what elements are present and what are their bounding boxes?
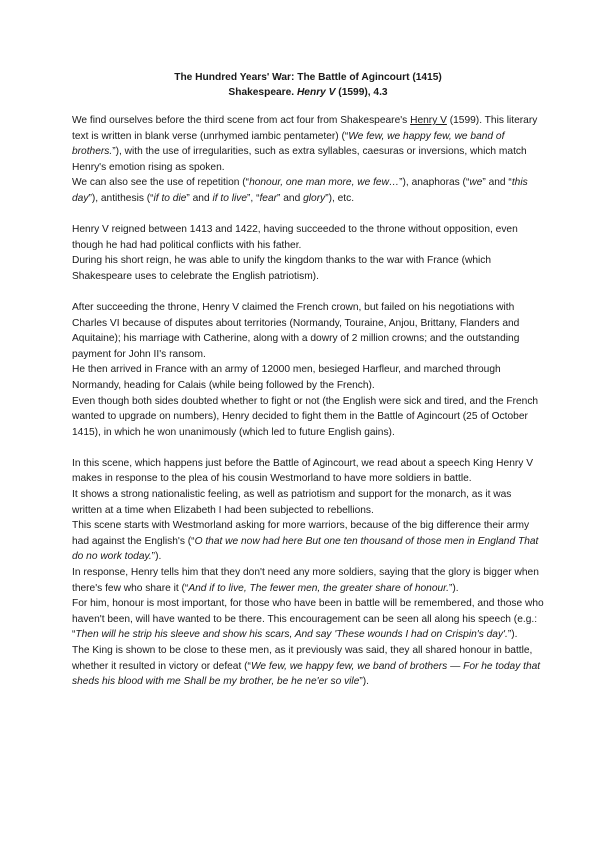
- quote: And if to live, The fewer men, the greater share of honour.: [188, 582, 450, 594]
- text-run: We can also see the use of repetition (“: [72, 177, 250, 189]
- quote: we: [469, 177, 483, 189]
- text-run: For him, honour is most important, for those who have been in battle will be remembered, and those who haven't been, will have wanted to be there. This encouragement can be seen all along his speech (e.g.: “: [72, 598, 544, 641]
- sentence: Henry V reigned between 1413 and 1422, having succeeded to the throne without opposition, even though he had had political conflicts with his father.: [72, 224, 518, 251]
- title-line-1: The Hundred Years' War: The Battle of Agincourt (1415): [174, 72, 442, 83]
- paragraph-reign: [72, 222, 544, 284]
- text-run: ”), anaphoras (“: [399, 177, 470, 189]
- text-run: The King is shown to be close to these men, as it previously was said, they all shared honour in battle, whether it resulted in victory or defeat (“: [72, 644, 533, 672]
- quote: if to die: [153, 192, 187, 204]
- text-run: In response, Henry tells him that they don't need any more soldiers, saying that the glory is bigger when there's few who share it (“: [72, 566, 539, 594]
- text-run: ”).: [507, 629, 518, 641]
- text-run: ”).: [359, 676, 369, 688]
- quote: Then will he strip his sleeve and show his scars, And say 'These wounds I had on Crispin's day'.: [75, 629, 508, 641]
- underlined-title: Henry V: [410, 115, 447, 126]
- sentence: [72, 565, 544, 596]
- quote: We few, we happy few, we band of brothers.: [72, 130, 505, 158]
- paragraph-form: [72, 113, 544, 207]
- sentence-verse: [72, 113, 544, 175]
- text-run: ”), with the use of irregularities, such as extra syllables, caesuras or inversions, which match Henry's emotion rising as spoken.: [72, 146, 527, 173]
- document-title: [72, 70, 544, 100]
- text-run: We find ourselves before the third scene from act four from Shakespeare's: [72, 115, 411, 126]
- sentence: During his short reign, he was able to unify the kingdom thanks to the war with France (which Shakespeare uses to celebrate the English patriotism).: [72, 255, 492, 282]
- sentence: In this scene, which happens just before the Battle of Agincourt, we read about a speech King Henry V makes in response to the plea of his cousin Westmorland to have more soldiers in battle.: [72, 457, 533, 485]
- sentence-devices: [72, 175, 544, 206]
- text-run: ” and: [186, 192, 213, 204]
- text-run: ”, “: [247, 192, 260, 204]
- quote: O that we now had here But one ten thousand of those men in England That do no work today.: [72, 535, 539, 563]
- sentence: It shows a strong nationalistic feeling, as well as patriotism and support for the monarch, as it was written at a time when Elizabeth I had been subjected to rebellions.: [72, 488, 512, 516]
- sentence: [72, 596, 544, 643]
- text-run: ”), antithesis (“: [88, 192, 154, 204]
- paragraph-scene: [72, 456, 544, 690]
- quote: if to live: [212, 192, 248, 204]
- quote: honour, one man more, we few…: [249, 177, 400, 189]
- sentence: [72, 518, 544, 565]
- sentence: He then arrived in France with an army of 12000 men, besieged Harfleur, and marched through Normandy, heading for Calais (while being followed by the French).: [72, 364, 501, 391]
- text-run: This scene starts with Westmorland asking for more warriors, because of the big difference their army had against the English's (“: [72, 520, 530, 547]
- sentence: Even though both sides doubted whether to fight or not (the English were sick and tired, and the French wanted to upgrade on numbers), Henry decided to fight them in the Battle of Agincourt (25 of October 1415), in which he won unanimously (which led to future English gains).: [72, 395, 539, 438]
- title-play: Henry V: [296, 87, 336, 98]
- title-line-2: [72, 85, 544, 100]
- sentence: After succeeding the throne, Henry V claimed the French crown, but failed on his negotiations with Charles VI because of disputes about territories (Normandy, Touraine, Anjou, Brittany, Flanders and Aquitaine); his marriage with Catherine, along with a dowry of 2 million crowns; and the outstanding payment for John II's ransom.: [72, 301, 520, 360]
- quote: this day: [72, 177, 528, 204]
- title-author: Shakespeare.: [228, 87, 297, 98]
- text-run: (1599). This literary text is written in blank verse (unrhymed iambic pentameter) (“: [72, 115, 538, 142]
- quote: glory: [303, 192, 326, 204]
- text-run: ”), etc.: [325, 192, 355, 204]
- text-run: ”).: [449, 582, 459, 594]
- text-run: ” and: [277, 192, 304, 204]
- text-run: ”).: [151, 551, 162, 563]
- paragraph-history: [72, 300, 544, 440]
- text-run: ” and “: [482, 177, 512, 189]
- quote: We few, we happy few, we band of brothers — For he today that sheds his blood with me Shall be my brother, be he ne'er so vile: [72, 660, 541, 688]
- quote: fear: [259, 192, 278, 204]
- title-reference: (1599), 4.3: [335, 87, 388, 98]
- sentence: [72, 643, 544, 690]
